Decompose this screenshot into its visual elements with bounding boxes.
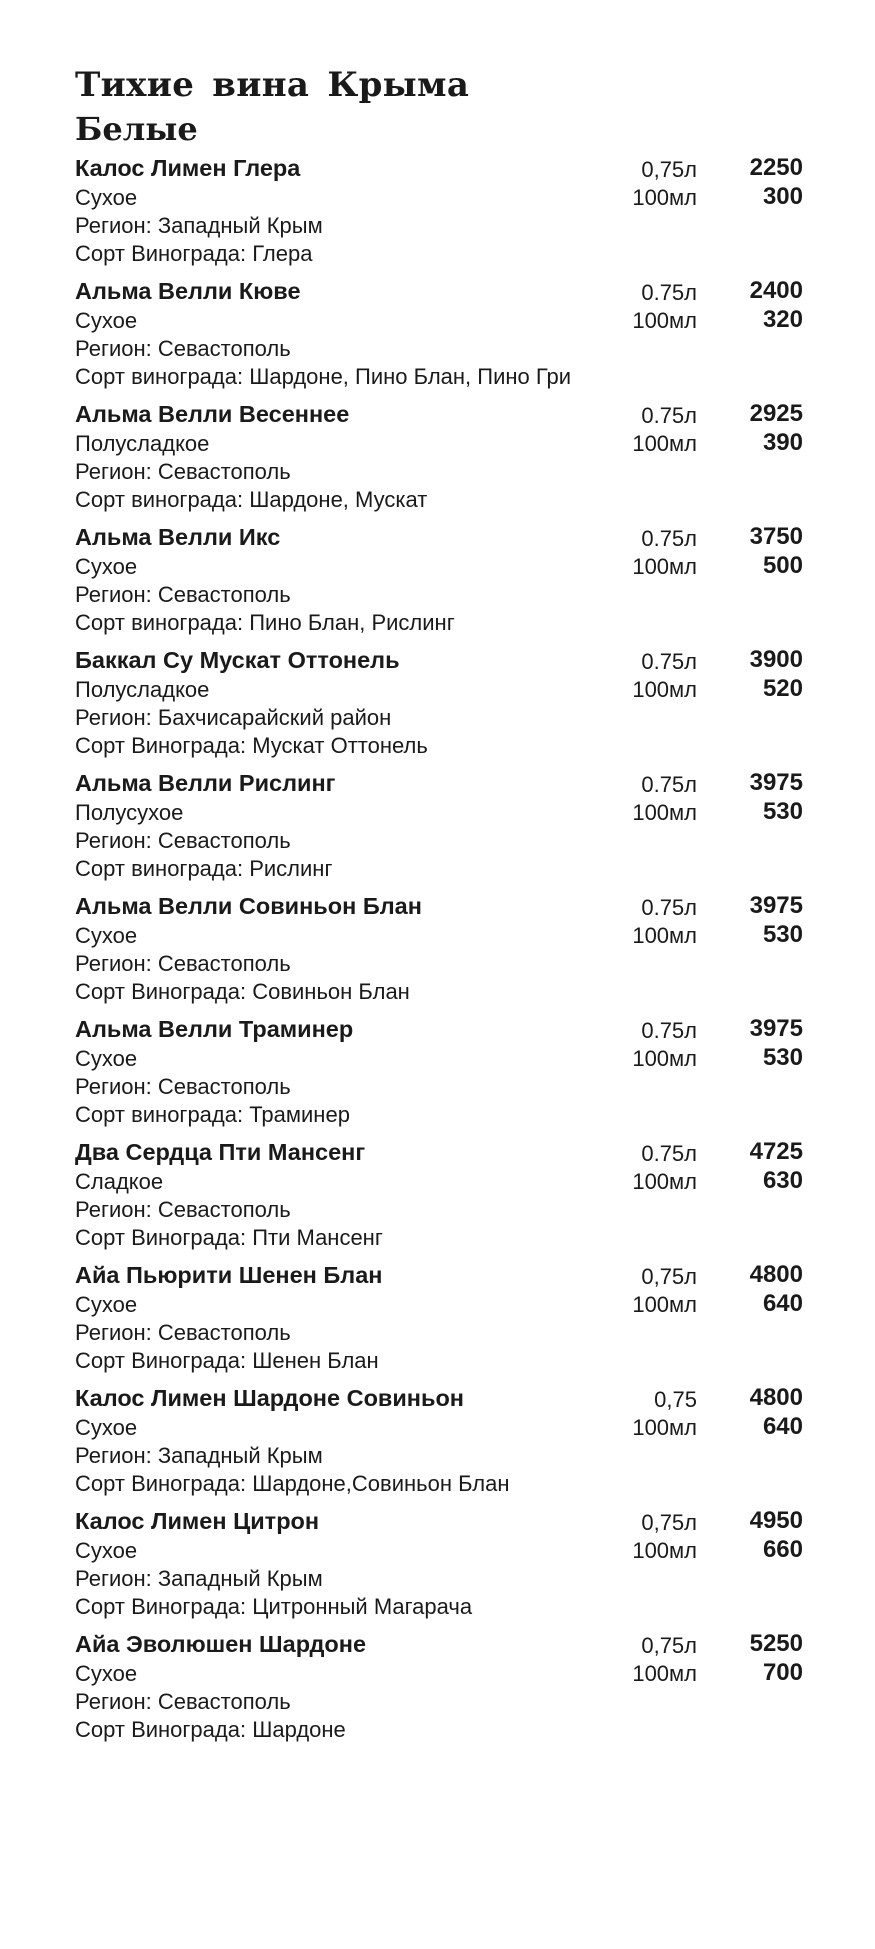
glass-price: 500	[762, 552, 803, 579]
wine-name: Баккал Су Мускат Оттонель	[75, 647, 400, 673]
wine-item	[75, 523, 805, 646]
wine-type: Сухое	[75, 554, 138, 579]
wine-region: Регион: Севастополь	[75, 1689, 291, 1714]
glass-volume: 100мл	[632, 1169, 697, 1194]
glass-volume: 100мл	[632, 677, 697, 702]
wine-name: Альма Велли Совиньон Блан	[75, 893, 422, 919]
wine-name: Два Сердца Пти Мансенг	[75, 1139, 366, 1165]
bottle-price: 4725	[749, 1138, 803, 1165]
wine-grape: Сорт винограда: Шардоне, Мускат	[75, 487, 428, 512]
wine-item	[75, 1630, 805, 1753]
wine-grape: Сорт Винограда: Шардоне,Совиньон Блан	[75, 1471, 510, 1496]
wine-type: Сухое	[75, 1046, 138, 1071]
glass-price: 520	[762, 675, 803, 702]
wine-item	[75, 154, 805, 277]
wine-region: Регион: Западный Крым	[75, 1443, 323, 1468]
wine-grape: Сорт винограда: Рислинг	[75, 856, 333, 881]
wine-grape: Сорт Винограда: Шардоне	[75, 1717, 346, 1742]
bottle-volume: 0.75л	[641, 280, 697, 305]
wine-name: Альма Велли Весеннее	[75, 401, 350, 427]
bottle-price: 4800	[749, 1261, 803, 1288]
wine-name: Альма Велли Кюве	[75, 278, 301, 304]
wine-item	[75, 1384, 805, 1507]
bottle-volume: 0.75л	[641, 403, 697, 428]
wine-item	[75, 1507, 805, 1630]
wine-grape: Сорт Винограда: Пти Мансенг	[75, 1225, 383, 1250]
glass-volume: 100мл	[632, 1661, 697, 1686]
wine-region: Регион: Севастополь	[75, 1074, 291, 1099]
section-title: Белые	[75, 110, 198, 148]
bottle-volume: 0.75л	[641, 1018, 697, 1043]
wine-name: Альма Велли Рислинг	[75, 770, 336, 796]
wine-region: Регион: Севастополь	[75, 828, 291, 853]
wine-type: Полусладкое	[75, 431, 210, 456]
wine-name: Калос Лимен Глера	[75, 155, 301, 181]
wine-item	[75, 1015, 805, 1138]
wine-type: Полусладкое	[75, 677, 210, 702]
wine-item	[75, 1261, 805, 1384]
wine-type: Сухое	[75, 1661, 138, 1686]
wine-region: Регион: Севастополь	[75, 459, 291, 484]
wine-grape: Сорт винограда: Траминер	[75, 1102, 350, 1127]
bottle-price: 4800	[749, 1384, 803, 1411]
wine-type: Сухое	[75, 1538, 138, 1563]
glass-price: 640	[762, 1290, 803, 1317]
glass-volume: 100мл	[632, 1415, 697, 1440]
wine-type: Полусухое	[75, 800, 184, 825]
bottle-volume: 0.75л	[641, 526, 697, 551]
wine-region: Регион: Севастополь	[75, 1320, 291, 1345]
wine-type: Сухое	[75, 1292, 138, 1317]
glass-volume: 100мл	[632, 1046, 697, 1071]
glass-price: 530	[762, 1044, 803, 1071]
glass-price: 530	[762, 798, 803, 825]
wine-name: Айа Пьюрити Шенен Блан	[75, 1262, 383, 1288]
bottle-price: 3975	[749, 892, 803, 919]
bottle-volume: 0,75	[654, 1387, 697, 1412]
wine-grape: Сорт винограда: Пино Блан, Рислинг	[75, 610, 455, 635]
glass-volume: 100мл	[632, 308, 697, 333]
wine-type: Сладкое	[75, 1169, 164, 1194]
bottle-price: 2925	[749, 400, 803, 427]
glass-price: 640	[762, 1413, 803, 1440]
glass-volume: 100мл	[632, 1538, 697, 1563]
wine-name: Альма Велли Икс	[75, 524, 281, 550]
wine-grape: Сорт Винограда: Шенен Блан	[75, 1348, 379, 1373]
glass-price: 390	[762, 429, 803, 456]
page-title: Тихие вина Крыма	[75, 65, 470, 105]
glass-price: 630	[762, 1167, 803, 1194]
wine-type: Сухое	[75, 1415, 138, 1440]
wine-item	[75, 769, 805, 892]
wine-item	[75, 892, 805, 1015]
bottle-price: 5250	[749, 1630, 803, 1657]
wine-region: Регион: Севастополь	[75, 1197, 291, 1222]
wine-item	[75, 400, 805, 523]
bottle-price: 2400	[749, 277, 803, 304]
wine-grape: Сорт винограда: Шардоне, Пино Блан, Пино Гри	[75, 364, 572, 389]
bottle-volume: 0,75л	[641, 1510, 697, 1535]
bottle-price: 3975	[749, 1015, 803, 1042]
wine-region: Регион: Севастополь	[75, 582, 291, 607]
bottle-price: 3750	[749, 523, 803, 550]
glass-price: 530	[762, 921, 803, 948]
wine-region: Регион: Севастополь	[75, 951, 291, 976]
wine-name: Калос Лимен Шардоне Совиньон	[75, 1385, 465, 1411]
wine-type: Сухое	[75, 308, 138, 333]
wine-name: Айа Эволюшен Шардоне	[75, 1631, 367, 1657]
wine-item	[75, 1138, 805, 1261]
wine-grape: Сорт Винограда: Глера	[75, 241, 313, 266]
wine-name: Калос Лимен Цитрон	[75, 1508, 320, 1534]
bottle-volume: 0.75л	[641, 772, 697, 797]
wine-type: Сухое	[75, 185, 138, 210]
glass-volume: 100мл	[632, 431, 697, 456]
bottle-price: 3900	[749, 646, 803, 673]
wine-grape: Сорт Винограда: Цитронный Магарача	[75, 1594, 473, 1619]
wine-item	[75, 277, 805, 400]
bottle-volume: 0.75л	[641, 895, 697, 920]
wine-region: Регион: Западный Крым	[75, 1566, 323, 1591]
glass-volume: 100мл	[632, 800, 697, 825]
bottle-price: 2250	[749, 154, 803, 181]
wine-region: Регион: Западный Крым	[75, 213, 323, 238]
glass-price: 300	[762, 183, 803, 210]
wine-grape: Сорт Винограда: Мускат Оттонель	[75, 733, 428, 758]
wine-grape: Сорт Винограда: Совиньон Блан	[75, 979, 410, 1004]
wine-type: Сухое	[75, 923, 138, 948]
glass-volume: 100мл	[632, 185, 697, 210]
wine-menu-page	[75, 62, 805, 1753]
bottle-volume: 0,75л	[641, 1633, 697, 1658]
bottle-volume: 0.75л	[641, 649, 697, 674]
bottle-price: 3975	[749, 769, 803, 796]
wine-region: Регион: Бахчисарайский район	[75, 705, 392, 730]
glass-price: 660	[762, 1536, 803, 1563]
wine-list	[75, 154, 805, 1753]
glass-price: 320	[762, 306, 803, 333]
bottle-volume: 0,75л	[641, 1264, 697, 1289]
wine-name: Альма Велли Траминер	[75, 1016, 354, 1042]
bottle-volume: 0.75л	[641, 1141, 697, 1166]
glass-price: 700	[762, 1659, 803, 1686]
glass-volume: 100мл	[632, 923, 697, 948]
glass-volume: 100мл	[632, 1292, 697, 1317]
glass-volume: 100мл	[632, 554, 697, 579]
bottle-volume: 0,75л	[641, 157, 697, 182]
wine-region: Регион: Севастополь	[75, 336, 291, 361]
wine-item	[75, 646, 805, 769]
bottle-price: 4950	[749, 1507, 803, 1534]
